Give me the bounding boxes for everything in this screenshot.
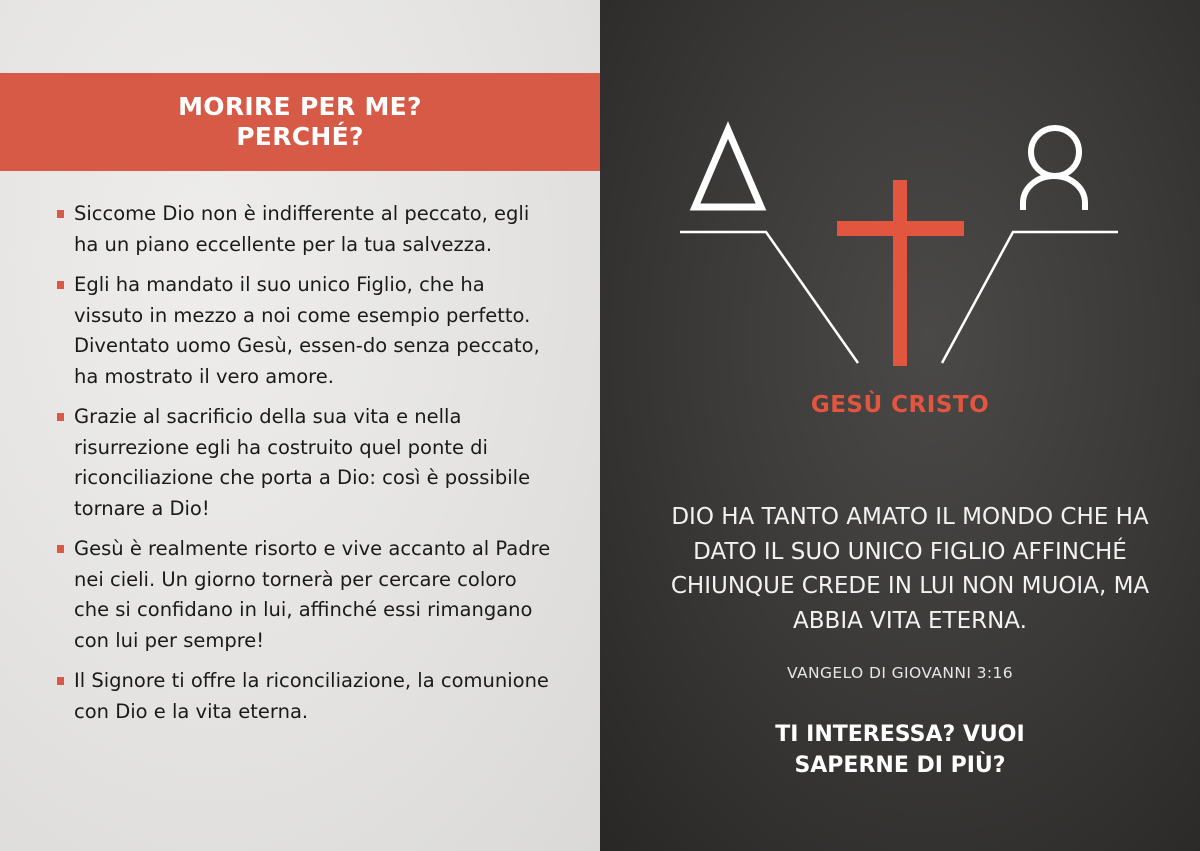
verse-reference: VANGELO DI GIOVANNI 3:16 (786, 664, 1014, 682)
triangle-icon (695, 130, 761, 207)
bullet-text: Siccome Dio non è indifferente al peccato, egli ha un piano eccellente per la tua salvezza. (74, 202, 530, 256)
list-item (55, 666, 555, 727)
cta-line-1: TI INTERESSA? VUOI (775, 722, 1025, 747)
list-item (55, 270, 555, 392)
title-line-1: MORIRE PER ME? (178, 92, 422, 121)
cta-line-2: SAPERNE DI PIÙ? (794, 753, 1006, 778)
list-item (55, 402, 555, 524)
call-to-action (700, 719, 1100, 781)
bullet-text: Egli ha mandato il suo unico Figlio, che ha vissuto in mezzo a noi come esempio perfetto. Diventato uomo Gesù, essen-do senza peccato, ha mostrato il vero amore. (74, 273, 540, 388)
bullet-text: Grazie al sacrificio della sua vita e nella risurrezione egli ha costruito quel ponte di riconciliazione che porta a Dio: così è possibile tornare a Dio! (74, 405, 531, 520)
list-item (55, 199, 555, 260)
bullet-text: Gesù è realmente risorto e vive accanto al Padre nei cieli. Un giorno tornerà per cercare coloro che si confidano in lui, affinché essi rimangano con lui per sempre! (74, 537, 551, 652)
christ-label: GESÙ CRISTO (810, 392, 990, 418)
bridge-diagram (680, 115, 1120, 375)
bullet-square-icon (57, 677, 64, 685)
bullet-square-icon (57, 413, 64, 421)
list-item (55, 534, 555, 656)
bullet-square-icon (57, 545, 64, 553)
bullet-text: Il Signore ti offre la riconciliazione, la comunione con Dio e la vita eterna. (74, 669, 549, 723)
cross-icon (837, 180, 964, 366)
bullet-list (55, 199, 555, 737)
title-banner (0, 73, 600, 171)
title-line-2: PERCHÉ? (236, 122, 364, 151)
bullet-square-icon (57, 210, 64, 218)
verse-text: DIO HA TANTO AMATO IL MONDO CHE HA DATO IL SUO UNICO FIGLIO AFFINCHÉ CHIUNQUE CREDE IN LUI NON MUOIA, MA ABBIA VITA ETERNA. (670, 504, 1150, 634)
bullet-square-icon (57, 281, 64, 289)
person-icon (1023, 128, 1085, 210)
